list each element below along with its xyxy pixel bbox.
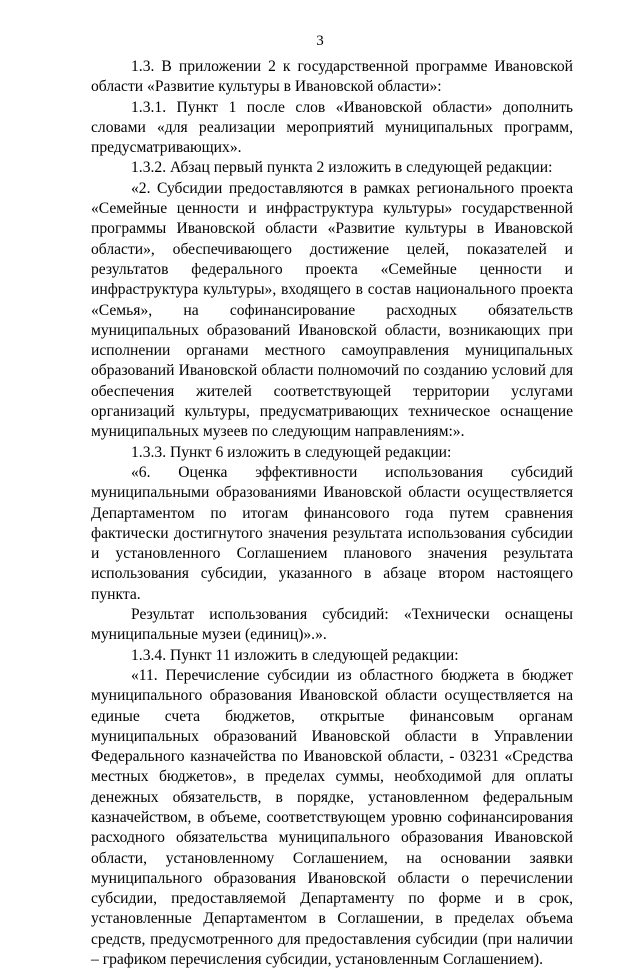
paragraph-point-11-text: «11. Перечисление субсидии из областного бюджета в бюджет муниципального образования Ивановской области осуществляется на единые счета бюджетов, открытые финансовым органам муниципальных образований Ивановской области в Управлении Федерального казначейства по Ивановской области, - 03231 «Средства местных бюджетов», в пределах суммы, необходимой для оплаты денежных обязательств, в порядке, установленном федеральным казначейством, в объеме, соответствующем уровню софинансирования расходного обязательства муниципального образования Ивановской области, установленному Соглашением, на основании заявки муниципального образования Ивановской области о перечислении субсидии, предоставляемой Департаменту по форме и в срок, установленные Департаментом в Соглашении, в пределах объема средств, предусмотренного для предоставления субсидии (при наличии – графиком перечисления субсидии, установленным Соглашением).: [91, 666, 573, 969]
document-body: [91, 57, 573, 970]
paragraph-1-3: 1.3. В приложении 2 к государственной программе Ивановской области «Развитие культуры в Ивановской области»:: [91, 58, 573, 96]
page-number: 3: [316, 33, 324, 49]
paragraph-point-6-text: «6. Оценка эффективности использования субсидий муниципальными образованиями Ивановской области осуществляется Департаментом по итогам финансового года путем сравнения фактически достигнутого значения результата использования субсидии и установленного Соглашением планового значения результата использования субсидии, указанного в абзаце втором настоящего пункта.: [91, 463, 573, 603]
paragraph-point-2-text: «2. Субсидии предоставляются в рамках регионального проекта «Семейные ценности и инфраструктура культуры» государственной программы Ивановской области «Развитие культуры в Ивановской области», обеспечивающего достижение целей, показателей и результатов федерального проекта «Семейные ценности и инфраструктура культуры», входящего в состав национального проекта «Семья», на софинансирование расходных обязательств муниципальных образований Ивановской области, возникающих при исполнении органами местного самоуправления муниципальных образований Ивановской области полномочий по созданию условий для обеспечения жителей соответствующей территории услугами организаций культуры, предусматривающих техническое оснащение муниципальных музеев по следующим направлениям:».: [91, 179, 573, 441]
paragraph-1-3-2: 1.3.2. Абзац первый пункта 2 изложить в следующей редакции:: [131, 159, 553, 177]
paragraph-1-3-1: 1.3.1. Пункт 1 после слов «Ивановской области» дополнить словами «для реализации мероприятий муниципальных программ, предусматривающих».: [91, 98, 573, 157]
paragraph-1-3-3: 1.3.3. Пункт 6 изложить в следующей редакции:: [131, 443, 452, 461]
paragraph-1-3-4: 1.3.4. Пункт 11 изложить в следующей редакции:: [131, 646, 459, 664]
paragraph-result: Результат использования субсидий: «Технически оснащены муниципальные музеи (единиц)».».: [91, 606, 573, 644]
